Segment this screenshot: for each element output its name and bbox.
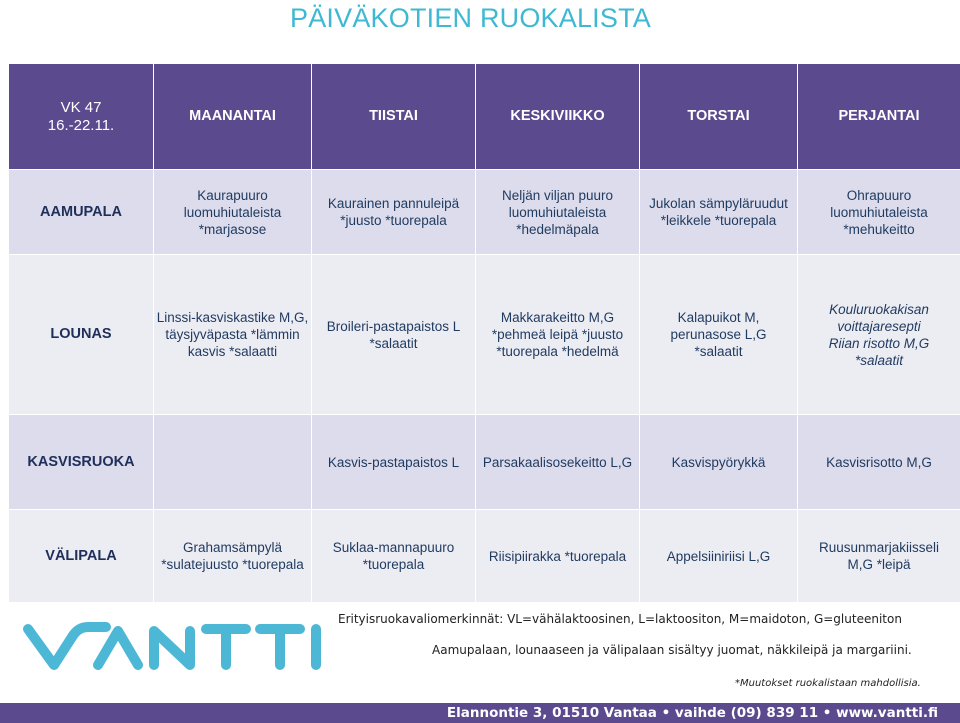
page-title: PÄIVÄKOTIEN RUOKALISTA [290,3,651,33]
menu-line: Riian risotto M,G [828,335,930,351]
meal-row-kasvisruoka [9,415,960,510]
meal-row-valipala [9,510,960,603]
menu-cell [312,170,476,255]
diet-abbreviations: Erityisruokavaliomerkinnät: VL=vähälaktoosinen, L=laktoositon, M=maidoton, G=gluteeniton [338,612,902,626]
menu-line: Kaurainen pannuleipä [327,196,460,211]
menu-cell [476,170,640,255]
menu-line: Grahamsämpylä [182,540,283,555]
menu-line: Appelsiiniriisi L,G [666,548,771,564]
week-cell [9,64,154,170]
menu-line: Kaurapuuro [197,187,268,203]
menu-line: Linssi-kasviskastike M,G, [156,310,309,325]
menu-line: Kasvis-pastapaistos L [327,454,460,470]
menu-cell [154,255,312,415]
menu-line: Suklaa-mannapuuro [332,540,455,555]
menu-cell [798,415,960,510]
menu-cell [154,170,312,255]
day-header: KESKIVIIKKO [476,64,640,170]
menu-table [8,63,960,603]
meal-label: VÄLIPALA [9,510,154,603]
menu-cell [476,415,640,510]
menu-line: *salaatit [854,352,904,368]
menu-line: Kasvisrisotto M,G [826,454,932,470]
menu-line: Jukolan sämpyläruudut [649,196,788,211]
meal-row-aamupala [9,170,960,255]
menu-line: Kasvispyörykkä [671,454,766,470]
menu-cell [312,510,476,603]
menu-cell [798,255,960,415]
menu-line: Makkarakeitto M,G [500,310,615,325]
menu-line: Parsakaalisosekeitto L,G [482,454,633,470]
header-row [9,64,960,170]
menu-cell [640,170,798,255]
menu-line: *juusto *tuorepala [340,213,447,228]
menu-line: Neljän viljan puuro [501,187,614,203]
day-header: PERJANTAI [798,64,960,170]
menu-cell [154,510,312,603]
menu-line: Ruusunmarjakiisseli [818,540,940,555]
menu-line: *hedelmäpala [516,221,599,237]
menu-cell [476,510,640,603]
menu-line: *mehukeitto [843,221,915,237]
day-header: TORSTAI [640,64,798,170]
week-dates: 16.-22.11. [47,116,115,134]
menu-cell [640,510,798,603]
menu-line: luomuhiutaleista [830,204,928,220]
menu-line: perunasose L,G [670,327,767,342]
menu-line: *leikkele *tuorepala [660,213,777,228]
day-header: MAANANTAI [154,64,312,170]
meal-label: AAMUPALA [9,170,154,255]
menu-cell [798,170,960,255]
menu-line: *pehmeä leipä *juusto [491,327,624,342]
menu-line: *marjasose [198,221,267,237]
menu-line: kasvis *salaatti [187,344,278,359]
menu-line: *sulatejuusto *tuorepala [161,557,304,572]
meal-row-lounas [9,255,960,415]
menu-line: *tuorepala [362,557,425,572]
included-items-note: Aamupalaan, lounaaseen ja välipalaan sisältyy juomat, näkkileipä ja margariini. [432,643,912,657]
menu-cell [312,415,476,510]
menu-line: Kouluruokakisan [829,301,929,317]
contact-info: Elannontie 3, 01510 Vantaa • vaihde (09) 839 11 • www.vantti.fi [446,705,938,721]
menu-line: Ohrapuuro [846,187,912,203]
day-header: TIISTAI [312,64,476,170]
menu-line: *tuorepala *hedelmä [496,344,619,359]
menu-cell [640,415,798,510]
menu-line: luomuhiutaleista [508,204,607,220]
menu-cell [154,415,312,510]
meal-label: KASVISRUOKA [9,415,154,510]
menu-line: Kalapuikot M, [677,310,760,325]
menu-cell [476,255,640,415]
menu-cell [312,255,476,415]
menu-cell [640,255,798,415]
menu-line: *salaatit [369,335,418,351]
menu-cell [798,510,960,603]
menu-line: Broileri-pastapaistos L [326,318,461,334]
menu-line: M,G *leipä [847,557,911,572]
menu-line: *salaatit [694,344,743,359]
meal-label: LOUNAS [9,255,154,415]
week-number: VK 47 [60,98,102,116]
menu-line: täysjyväpasta *lämmin [165,327,300,342]
contact-bar [0,703,960,723]
menu-line: luomuhiutaleista [183,204,282,220]
menu-line: Riisipiirakka *tuorepala [488,548,627,564]
vantti-logo [14,615,334,677]
menu-line: voittajaresepti [837,318,921,334]
changes-note: *Muutokset ruokalistaan mahdollisia. [735,678,921,689]
